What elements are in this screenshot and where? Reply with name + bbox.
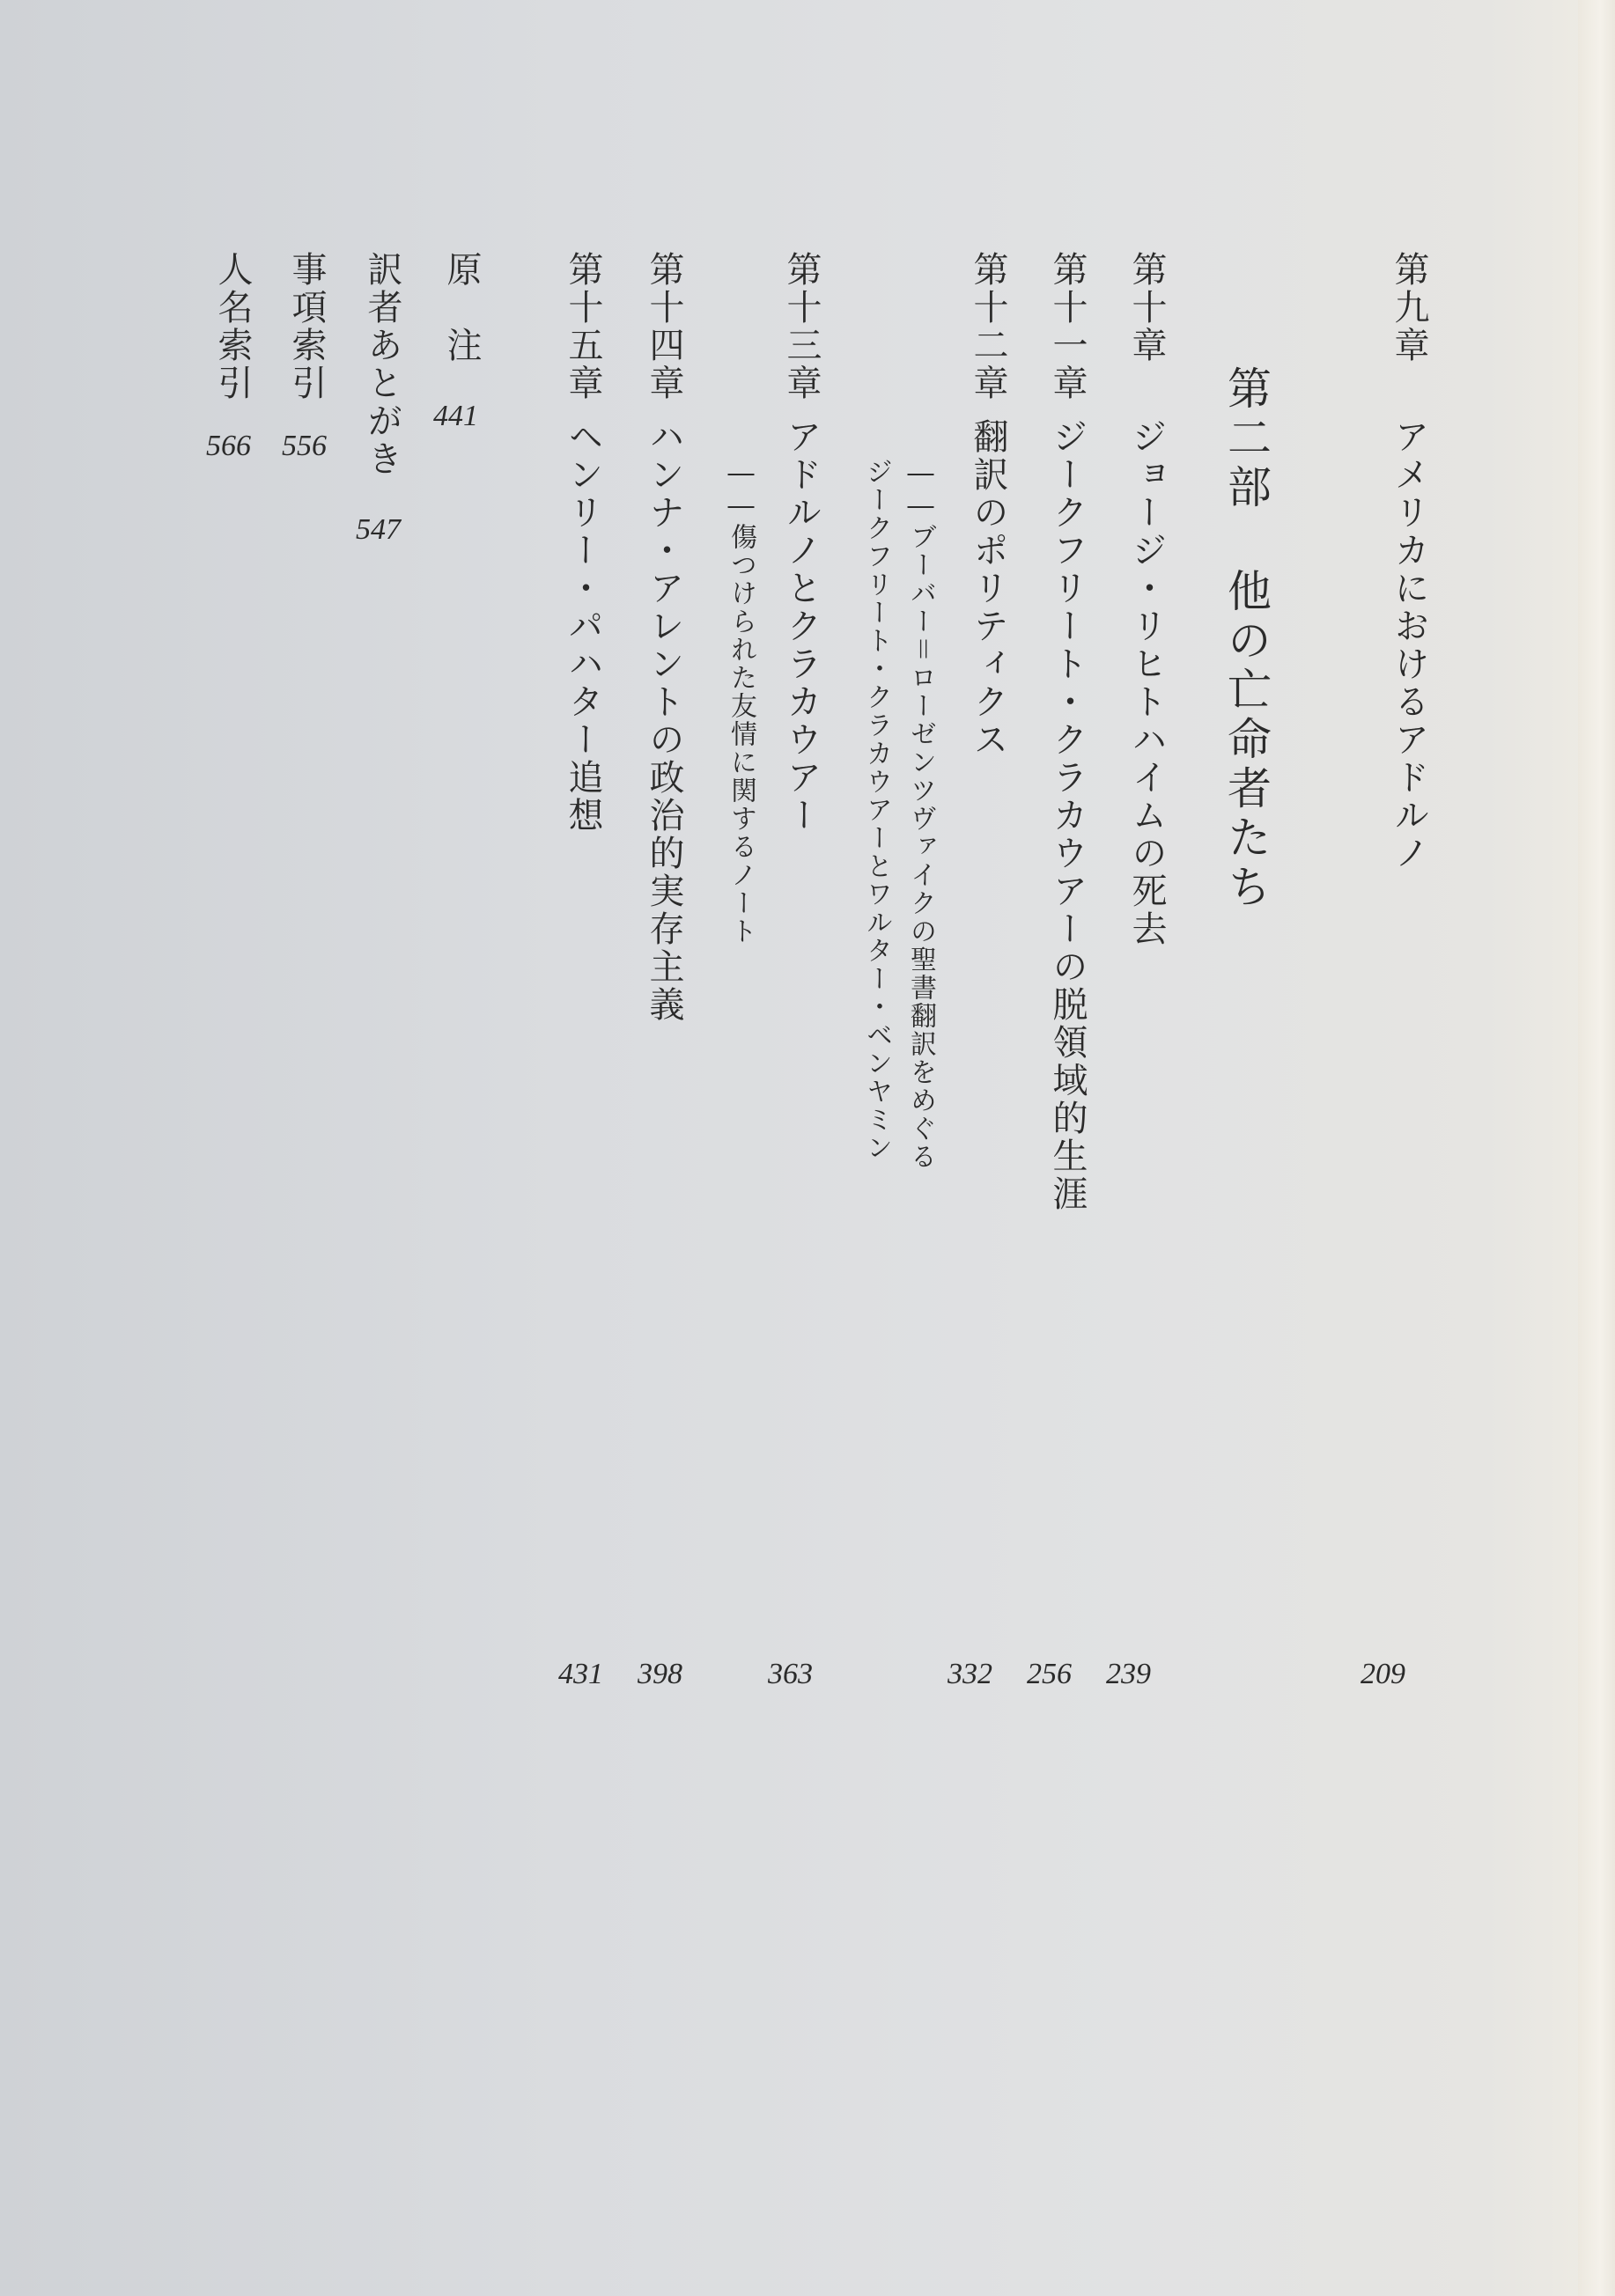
chapter-12-label: 第十二章	[968, 251, 1008, 402]
chapter-11-label: 第十一章	[1047, 251, 1088, 402]
chapter-15-page: 431	[558, 1658, 603, 1690]
chapter-12-subtitle-1: ――ブーバー＝ローゼンツヴァイクの聖書翻訳をめぐる	[905, 458, 936, 1171]
part-2-title: 他の亡命者たち	[1220, 568, 1272, 913]
subject-index-label: 事項索引	[286, 251, 327, 402]
chapter-15-label: 第十五章	[563, 251, 603, 402]
name-index-page: 566	[206, 430, 251, 462]
notes-label: 原 注	[441, 251, 482, 364]
chapter-15-title: ヘンリー・パハター追想	[563, 418, 603, 835]
chapter-10-page: 239	[1106, 1658, 1151, 1690]
chapter-13-page: 363	[768, 1658, 813, 1690]
notes-page: 441	[433, 400, 478, 432]
chapter-14-label: 第十四章	[644, 251, 684, 402]
chapter-12-title: 翻訳のポリティクス	[968, 418, 1008, 759]
chapter-10-title: ジョージ・リヒトハイムの死去	[1126, 418, 1167, 948]
name-index-label: 人名索引	[212, 251, 253, 402]
chapter-13-label: 第十三章	[781, 251, 822, 402]
chapter-11-title: ジークフリート・クラカウアーの脱領域的生涯	[1047, 418, 1088, 1213]
chapter-9-title: アメリカにおけるアドルノ	[1389, 418, 1429, 872]
afterword-label: 訳者あとがき	[362, 251, 402, 478]
chapter-13-subtitle: ――傷つけられた友情に関するノート	[726, 458, 756, 946]
chapter-12-page: 332	[948, 1658, 992, 1690]
afterword-page: 547	[356, 513, 401, 546]
subject-index-page: 556	[282, 430, 327, 462]
chapter-13-title: アドルノとクラカウアー	[781, 418, 822, 835]
chapter-9-page: 209	[1361, 1658, 1405, 1690]
chapter-14-page: 398	[638, 1658, 682, 1690]
chapter-9-label: 第九章	[1389, 251, 1429, 364]
chapter-11-page: 256	[1027, 1658, 1072, 1690]
page-edge	[1578, 0, 1615, 2296]
chapter-14-title: ハンナ・アレントの政治的実存主義	[644, 418, 684, 1024]
chapter-12-subtitle-2: ジークフリート・クラカウアーとワルター・ベンヤミン	[861, 458, 892, 1162]
part-2-label: 第二部	[1220, 365, 1272, 513]
chapter-10-label: 第十章	[1126, 251, 1167, 364]
